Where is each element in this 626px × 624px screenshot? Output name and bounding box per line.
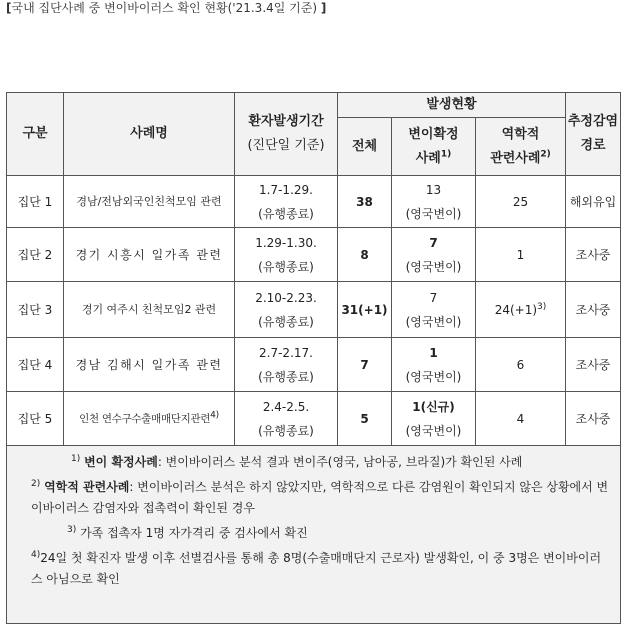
row-case-name: 경기 여주시 친척모임2 관련 (64, 282, 235, 338)
row-route: 조사중 (566, 392, 621, 446)
row-id: 집단 3 (7, 282, 64, 338)
row-epi: 25 (476, 176, 566, 228)
row-total: 5 (338, 392, 392, 446)
row-id: 집단 5 (7, 392, 64, 446)
header-occurrence: 발생현황 (338, 93, 566, 118)
header-period: 환자발생기간 (진단일 기준) (235, 93, 338, 176)
row-total: 38 (338, 176, 392, 228)
footnote-2: $^{2)}$ 역학적 관련사례: 변이바이러스 분석은 하지 않았지만, 역학적으로 다른 감염원이 확인되지 않은 상황에서 변이바이러스 감염자와 접촉력이 확인된 경우 (31, 479, 609, 515)
row-route: 조사중 (566, 338, 621, 392)
row-epi: 4 (476, 392, 566, 446)
row-case-name: 경남 김해시 일가족 관련 (64, 338, 235, 392)
row-case-name: 경기 시흥시 일가족 관련 (64, 228, 235, 282)
table-row (7, 176, 621, 228)
row-period: 2.4-2.5. (유행종료) (235, 392, 338, 446)
row-id: 집단 2 (7, 228, 64, 282)
row-id: 집단 4 (7, 338, 64, 392)
title-close-bracket: ] (320, 1, 327, 15)
footnote-1: $^{1)}$ 변이 확정사례: 변이바이러스 분석 결과 변이주(영국, 남아공, 브라질)가 확인된 사례 (71, 454, 523, 469)
row-route: 조사중 (566, 282, 621, 338)
header-confirmed: 변이확정 사례$^{1)}$ (392, 118, 476, 176)
header-case-name: 사례명 (64, 93, 235, 176)
row-period: 2.10-2.23. (유행종료) (235, 282, 338, 338)
header-total: 전체 (338, 118, 392, 176)
table-row (7, 228, 621, 282)
footnotes (7, 446, 621, 624)
header-infection-route: 추정감염 경로 (566, 93, 621, 176)
row-epi: 6 (476, 338, 566, 392)
row-total: 7 (338, 338, 392, 392)
row-period: 1.7-1.29. (유행종료) (235, 176, 338, 228)
row-id: 집단 1 (7, 176, 64, 228)
row-total: 31(+1) (338, 282, 392, 338)
row-confirmed: 13 (영국변이) (392, 176, 476, 228)
row-route: 해외유입 (566, 176, 621, 228)
title-text: 국내 집단사례 중 변이바이러스 확인 현황('21.3.4일 기준) (11, 1, 318, 15)
header-category: 구분 (7, 93, 64, 176)
row-confirmed: 1 (영국변이) (392, 338, 476, 392)
row-period: 2.7-2.17. (유행종료) (235, 338, 338, 392)
row-case-name: 인천 연수구수출매매단지관련4) (64, 392, 235, 446)
header-epi: 역학적 관련사례$^{2)}$ (476, 118, 566, 176)
row-epi: 1 (476, 228, 566, 282)
row-case-name: 경남/전남외국인친척모임 관련 (64, 176, 235, 228)
page-title (6, 0, 326, 18)
footnote-4: $^{4)}$24일 첫 확진자 발생 이후 선별검사를 통해 총 8명(수출매매단지 근로자) 발생확인, 이 중 3명은 변이바이러스 아님으로 확인 (31, 550, 602, 586)
table-row (7, 282, 621, 338)
row-confirmed: 7 (영국변이) (392, 228, 476, 282)
footnote-3: $^{3)}$ 가족 접촉자 1명 자가격리 중 검사에서 확진 (67, 525, 308, 540)
notes-row (7, 446, 621, 624)
row-confirmed: 1(신규) (영국변이) (392, 392, 476, 446)
variant-cluster-table (6, 92, 621, 624)
row-route: 조사중 (566, 228, 621, 282)
row-total: 8 (338, 228, 392, 282)
table-row (7, 392, 621, 446)
row-confirmed: 7 (영국변이) (392, 282, 476, 338)
table-row (7, 338, 621, 392)
title-open-bracket: [ (6, 1, 12, 15)
row-period: 1.29-1.30. (유행종료) (235, 228, 338, 282)
row-epi: $24(+1)^{3)}$ (476, 282, 566, 338)
